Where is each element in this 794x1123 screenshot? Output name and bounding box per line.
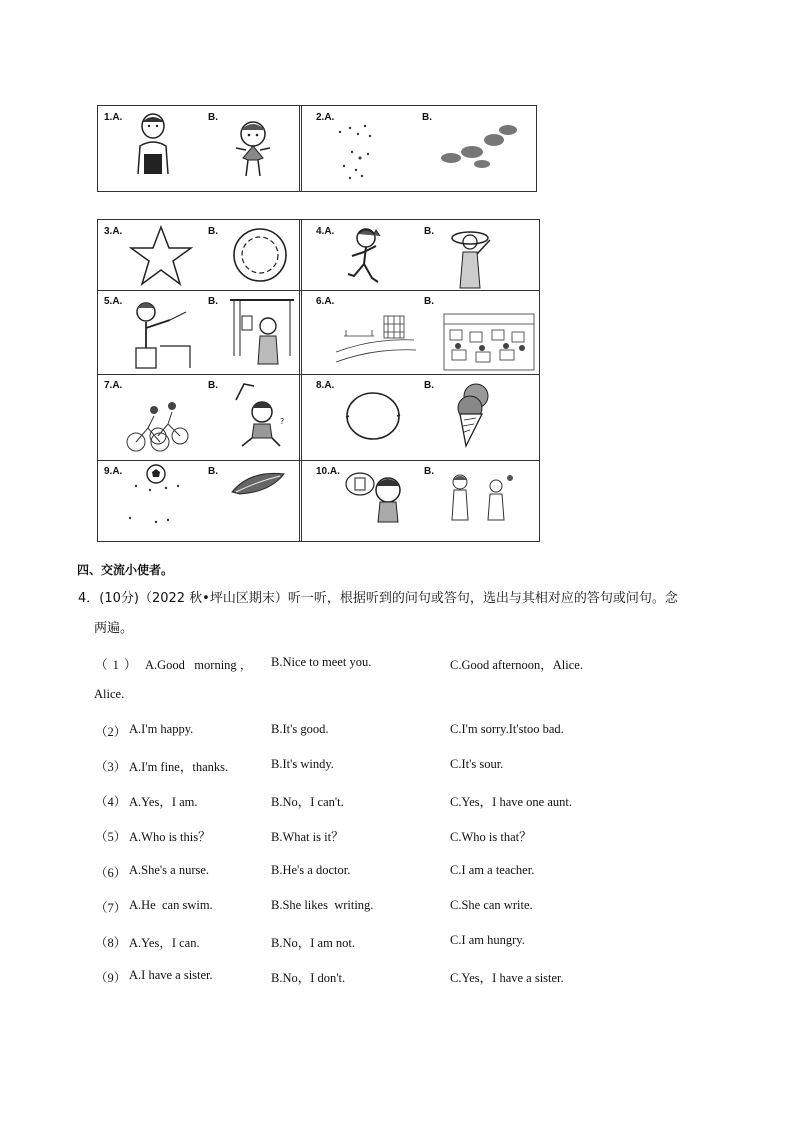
- option-7-c[interactable]: C.She can write.: [450, 898, 533, 912]
- teacher-pointing-picture: [126, 298, 192, 370]
- kitchen-mother-picture: [228, 296, 296, 370]
- item-1-b-label: B.: [208, 112, 218, 123]
- item-1-a-label: 1.A.: [104, 112, 123, 123]
- option-3-a[interactable]: A.I'm fine，thanks.: [129, 760, 229, 774]
- question-4-instructions: [78, 584, 738, 644]
- girl-running-picture: [340, 224, 390, 288]
- option-7-b[interactable]: B.She likes writing.: [271, 898, 374, 912]
- boy-sitting-picture: [228, 380, 292, 452]
- option-9-c[interactable]: C.Yes，I have a sister.: [450, 971, 564, 985]
- item-7-b-label: B.: [208, 380, 218, 391]
- option-8-b[interactable]: B.No，I am not.: [271, 936, 356, 950]
- option-1-b[interactable]: B.Nice to meet you.: [271, 655, 372, 669]
- item-8-a-label: 8.A.: [316, 380, 335, 391]
- item-9-a-label: 9.A.: [104, 466, 123, 477]
- plate-picture: [232, 226, 288, 284]
- item-6-a-label: 6.A.: [316, 296, 335, 307]
- star-picture: [128, 224, 194, 288]
- item-3-b-label: B.: [208, 226, 218, 237]
- option-2-a[interactable]: A.I'm happy.: [129, 722, 194, 736]
- playground-picture: [334, 312, 418, 368]
- item-2-a-label: 2.A.: [316, 112, 335, 123]
- option-9-b[interactable]: B.No，I don't.: [271, 971, 346, 985]
- classroom-picture: [442, 310, 536, 372]
- item-5-a-label: 5.A.: [104, 296, 123, 307]
- table-divider: [299, 106, 302, 191]
- option-3-number: （3）: [95, 760, 127, 774]
- dotted-figure-picture: [330, 122, 390, 184]
- option-2-b[interactable]: B.It's good.: [271, 722, 329, 736]
- item-10-b-label: B.: [424, 466, 434, 477]
- girl-dancing-picture: [228, 116, 278, 180]
- option-2-number: （2）: [95, 725, 127, 739]
- option-5-c[interactable]: C.Who is that？: [450, 830, 532, 844]
- item-4-b-label: B.: [424, 226, 434, 237]
- option-1-a[interactable]: A.Good morning ，: [145, 658, 253, 672]
- question-line-1: 4．(10分)（2022 秋•坪山区期末）听一听，根据听到的问句或答句，选出与其相对应的答句或问句。念: [78, 591, 678, 606]
- clouds-picture: [436, 118, 521, 174]
- item-10-a-label: 10.A.: [316, 466, 340, 477]
- row-divider: [98, 374, 539, 375]
- option-5-b[interactable]: B.What is it？: [271, 830, 344, 844]
- option-5-a[interactable]: A.Who is this？: [129, 830, 211, 844]
- item-4-a-label: 4.A.: [316, 226, 335, 237]
- question-line-2: 两遍。: [94, 621, 134, 636]
- swimmer-picture: [128, 112, 178, 176]
- table-divider: [299, 220, 302, 541]
- svg-text:?: ?: [280, 417, 285, 426]
- option-1-c[interactable]: C.Good afternoon，Alice.: [450, 658, 583, 672]
- lemon-picture: [344, 388, 402, 444]
- boy-thinking-drink-picture: [344, 466, 416, 530]
- women-picture: [444, 470, 520, 526]
- option-2-c[interactable]: C.I'm sorry.It'stoo bad.: [450, 722, 564, 736]
- option-5-number: （5）: [95, 830, 127, 844]
- option-8-a[interactable]: A.Yes，I can.: [129, 936, 200, 950]
- option-7-number: （7）: [95, 901, 127, 915]
- item-9-b-label: B.: [208, 466, 218, 477]
- option-6-c[interactable]: C.I am a teacher.: [450, 863, 535, 877]
- option-4-number: （4）: [95, 795, 127, 809]
- picture-table-top: [97, 105, 537, 192]
- item-3-a-label: 3.A.: [104, 226, 123, 237]
- item-7-a-label: 7.A.: [104, 380, 123, 391]
- football-picture: [126, 460, 190, 532]
- item-8-b-label: B.: [424, 380, 434, 391]
- option-4-c[interactable]: C.Yes，I have one aunt.: [450, 795, 572, 809]
- woman-in-hat-picture: [446, 226, 496, 290]
- item-6-b-label: B.: [424, 296, 434, 307]
- option-6-a[interactable]: A.She's a nurse.: [129, 863, 210, 877]
- option-8-c[interactable]: C.I am hungry.: [450, 933, 525, 947]
- row-divider: [98, 290, 539, 291]
- cyclists-picture: [124, 396, 190, 456]
- option-1-continuation: Alice.: [94, 687, 125, 701]
- option-3-c[interactable]: C.It's sour.: [450, 757, 504, 771]
- item-2-b-label: B.: [422, 112, 432, 123]
- option-9-a[interactable]: A.I have a sister.: [129, 968, 213, 982]
- option-6-number: （6）: [95, 866, 127, 880]
- ice-cream-picture: [448, 382, 498, 448]
- picture-table-main: [97, 219, 540, 542]
- option-9-number: （9）: [95, 971, 127, 985]
- option-3-b[interactable]: B.It's windy.: [271, 757, 334, 771]
- option-7-a[interactable]: A.He can swim.: [129, 898, 213, 912]
- leaf-picture: [230, 470, 286, 500]
- option-8-number: （8）: [95, 936, 127, 950]
- item-5-b-label: B.: [208, 296, 218, 307]
- option-6-b[interactable]: B.He's a doctor.: [271, 863, 351, 877]
- section-heading: 四、交流小使者。: [77, 563, 174, 577]
- option-4-a[interactable]: A.Yes，I am.: [129, 795, 198, 809]
- option-4-b[interactable]: B.No，I can't.: [271, 795, 344, 809]
- option-1-number: （ 1 ）: [95, 658, 138, 672]
